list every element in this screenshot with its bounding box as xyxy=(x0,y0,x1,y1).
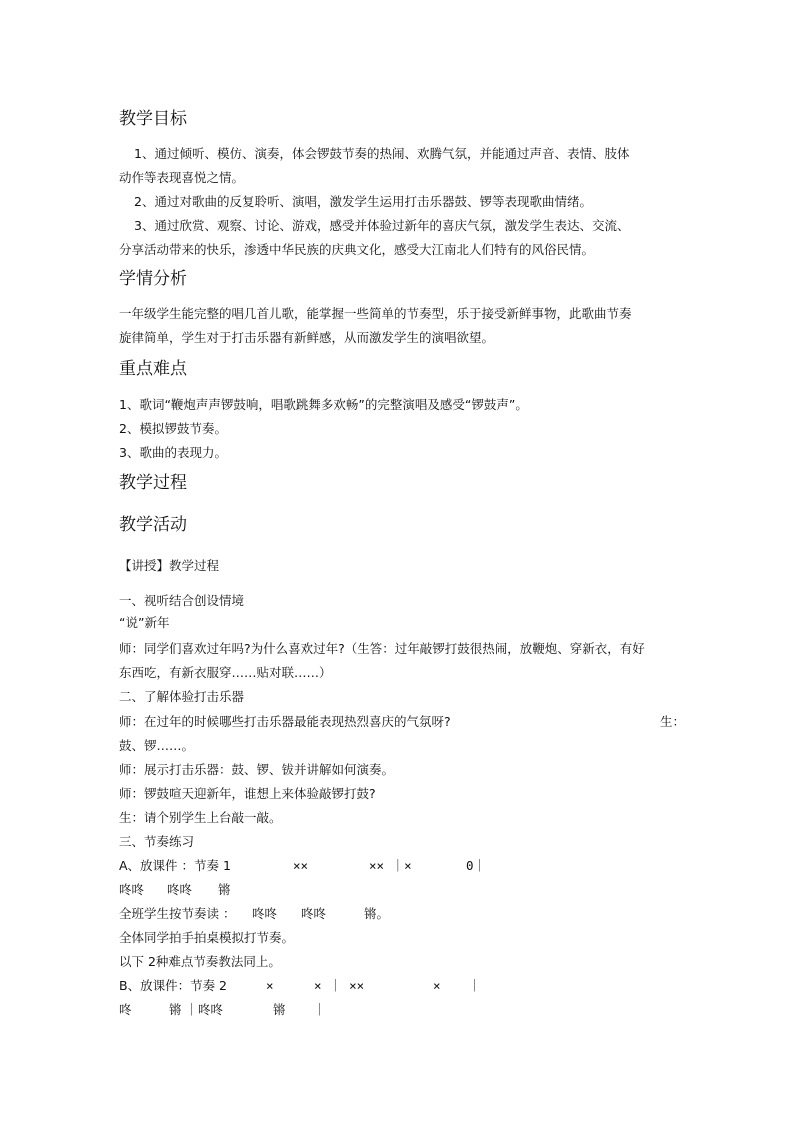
keypoints-heading: 重点难点 xyxy=(119,359,187,379)
step2-student-label: 生： xyxy=(660,714,686,729)
rhythm-a-notation: ×× ｜× xyxy=(369,858,412,873)
step1-subtitle: “说”新年 xyxy=(119,615,170,630)
analysis-heading: 学情分析 xyxy=(119,269,187,289)
keypoint-line: 2、模拟锣鼓节奏。 xyxy=(119,421,227,436)
keypoint-line: 3、歌曲的表现力。 xyxy=(119,445,227,460)
rhythm-a-syllable: 锵 xyxy=(218,882,231,897)
rhythm-b-notation: × ｜ ×× xyxy=(314,978,365,993)
step2-line: 师：锣鼓喧天迎新年，谁想上来体验敲锣打鼓? xyxy=(119,786,376,801)
rhythm-b-notation: × xyxy=(433,978,441,993)
rhythm-a-label: A、放课件 ：节奏 1 xyxy=(119,858,231,873)
rhythm-a-read: 锵。 xyxy=(364,906,390,921)
step2-title: 二、了解体验打击乐器 xyxy=(119,689,245,704)
activity-heading: 教学活动 xyxy=(119,515,187,535)
rhythm-b-notation: × xyxy=(266,978,274,993)
goal-line: 分享活动带来的快乐，渗透中华民族的庆典文化，感受大江南北人们特有的风俗民情。 xyxy=(119,242,595,257)
step3-title: 三、节奏练习 xyxy=(119,834,195,849)
rhythm-a-syllable: 咚咚 xyxy=(167,882,193,897)
rhythm-b-label: B、放课件：节奏 2 xyxy=(119,978,228,993)
goal-line: 动作等表现喜悦之情。 xyxy=(119,170,245,185)
analysis-line: 旋律简单，学生对于打击乐器有新鲜感，从而激发学生的演唱欲望。 xyxy=(119,330,495,345)
goal-line: 3、通过欣赏、观察、讨论、游戏，感受并体验过新年的喜庆气氛，激发学生表达、交流、 xyxy=(134,218,630,233)
rhythm-b-syllable: 锵 ｜咚咚 xyxy=(169,1002,223,1017)
keypoint-line: 1、歌词“鞭炮声声锣鼓响，唱歌跳舞多欢畅”的完整演唱及感受“锣鼓声”。 xyxy=(119,397,528,412)
goal-line: 2、通过对歌曲的反复聆听、演唱，激发学生运用打击乐器鼓、锣等表现歌曲情绪。 xyxy=(134,194,592,209)
rhythm-b-syllable: 咚 xyxy=(119,1002,132,1017)
rhythm-note: 以下 2种难点节奏教法同上。 xyxy=(119,954,281,969)
step2-line: 师：展示打击乐器：鼓、锣、钹并讲解如何演奏。 xyxy=(119,762,395,777)
rhythm-a-notation: ×× xyxy=(293,858,309,873)
lecture-label: 【讲授】教学过程 xyxy=(119,558,220,573)
step1-text: 师：同学们喜欢过年吗?为什么喜欢过年?（生答：过年敲锣打鼓很热闹，放鞭炮、穿新衣，有好 xyxy=(119,641,645,656)
step1-text: 东西吃，有新衣服穿……贴对联……） xyxy=(119,665,332,680)
process-heading: 教学过程 xyxy=(119,473,187,493)
rhythm-a-notation: 0｜ xyxy=(466,858,487,873)
step2-line: 生：请个别学生上台敲一敲。 xyxy=(119,810,282,825)
rhythm-b-syllable: 锵 xyxy=(273,1002,286,1017)
rhythm-a-syllable: 咚咚 xyxy=(119,882,145,897)
rhythm-b-syllable: ｜ xyxy=(313,1002,326,1017)
step2-question: 师：在过年的时候哪些打击乐器最能表现热烈喜庆的气氛呀? xyxy=(119,714,451,729)
rhythm-a-clap: 全体同学拍手拍桌模拟打节奏。 xyxy=(119,930,295,945)
step1-title: 一、视听结合创设情境 xyxy=(119,593,245,608)
analysis-line: 一年级学生能完整的唱几首儿歌，能掌握一些简单的节奏型，乐于接受新鲜事物，此歌曲节奏 xyxy=(119,306,632,321)
rhythm-a-read-label: 全班学生按节奏读 ： xyxy=(119,906,236,921)
step2-student-answer: 鼓、锣……。 xyxy=(119,738,195,753)
rhythm-b-notation: ｜ xyxy=(468,978,481,993)
goals-heading: 教学目标 xyxy=(119,109,187,129)
rhythm-a-read: 咚咚 xyxy=(301,906,327,921)
rhythm-a-read: 咚咚 xyxy=(252,906,278,921)
goal-line: 1、通过倾听、模仿、演奏，体会锣鼓节奏的热闹、欢腾气氛，并能通过声音、表情、肢体 xyxy=(134,146,630,161)
